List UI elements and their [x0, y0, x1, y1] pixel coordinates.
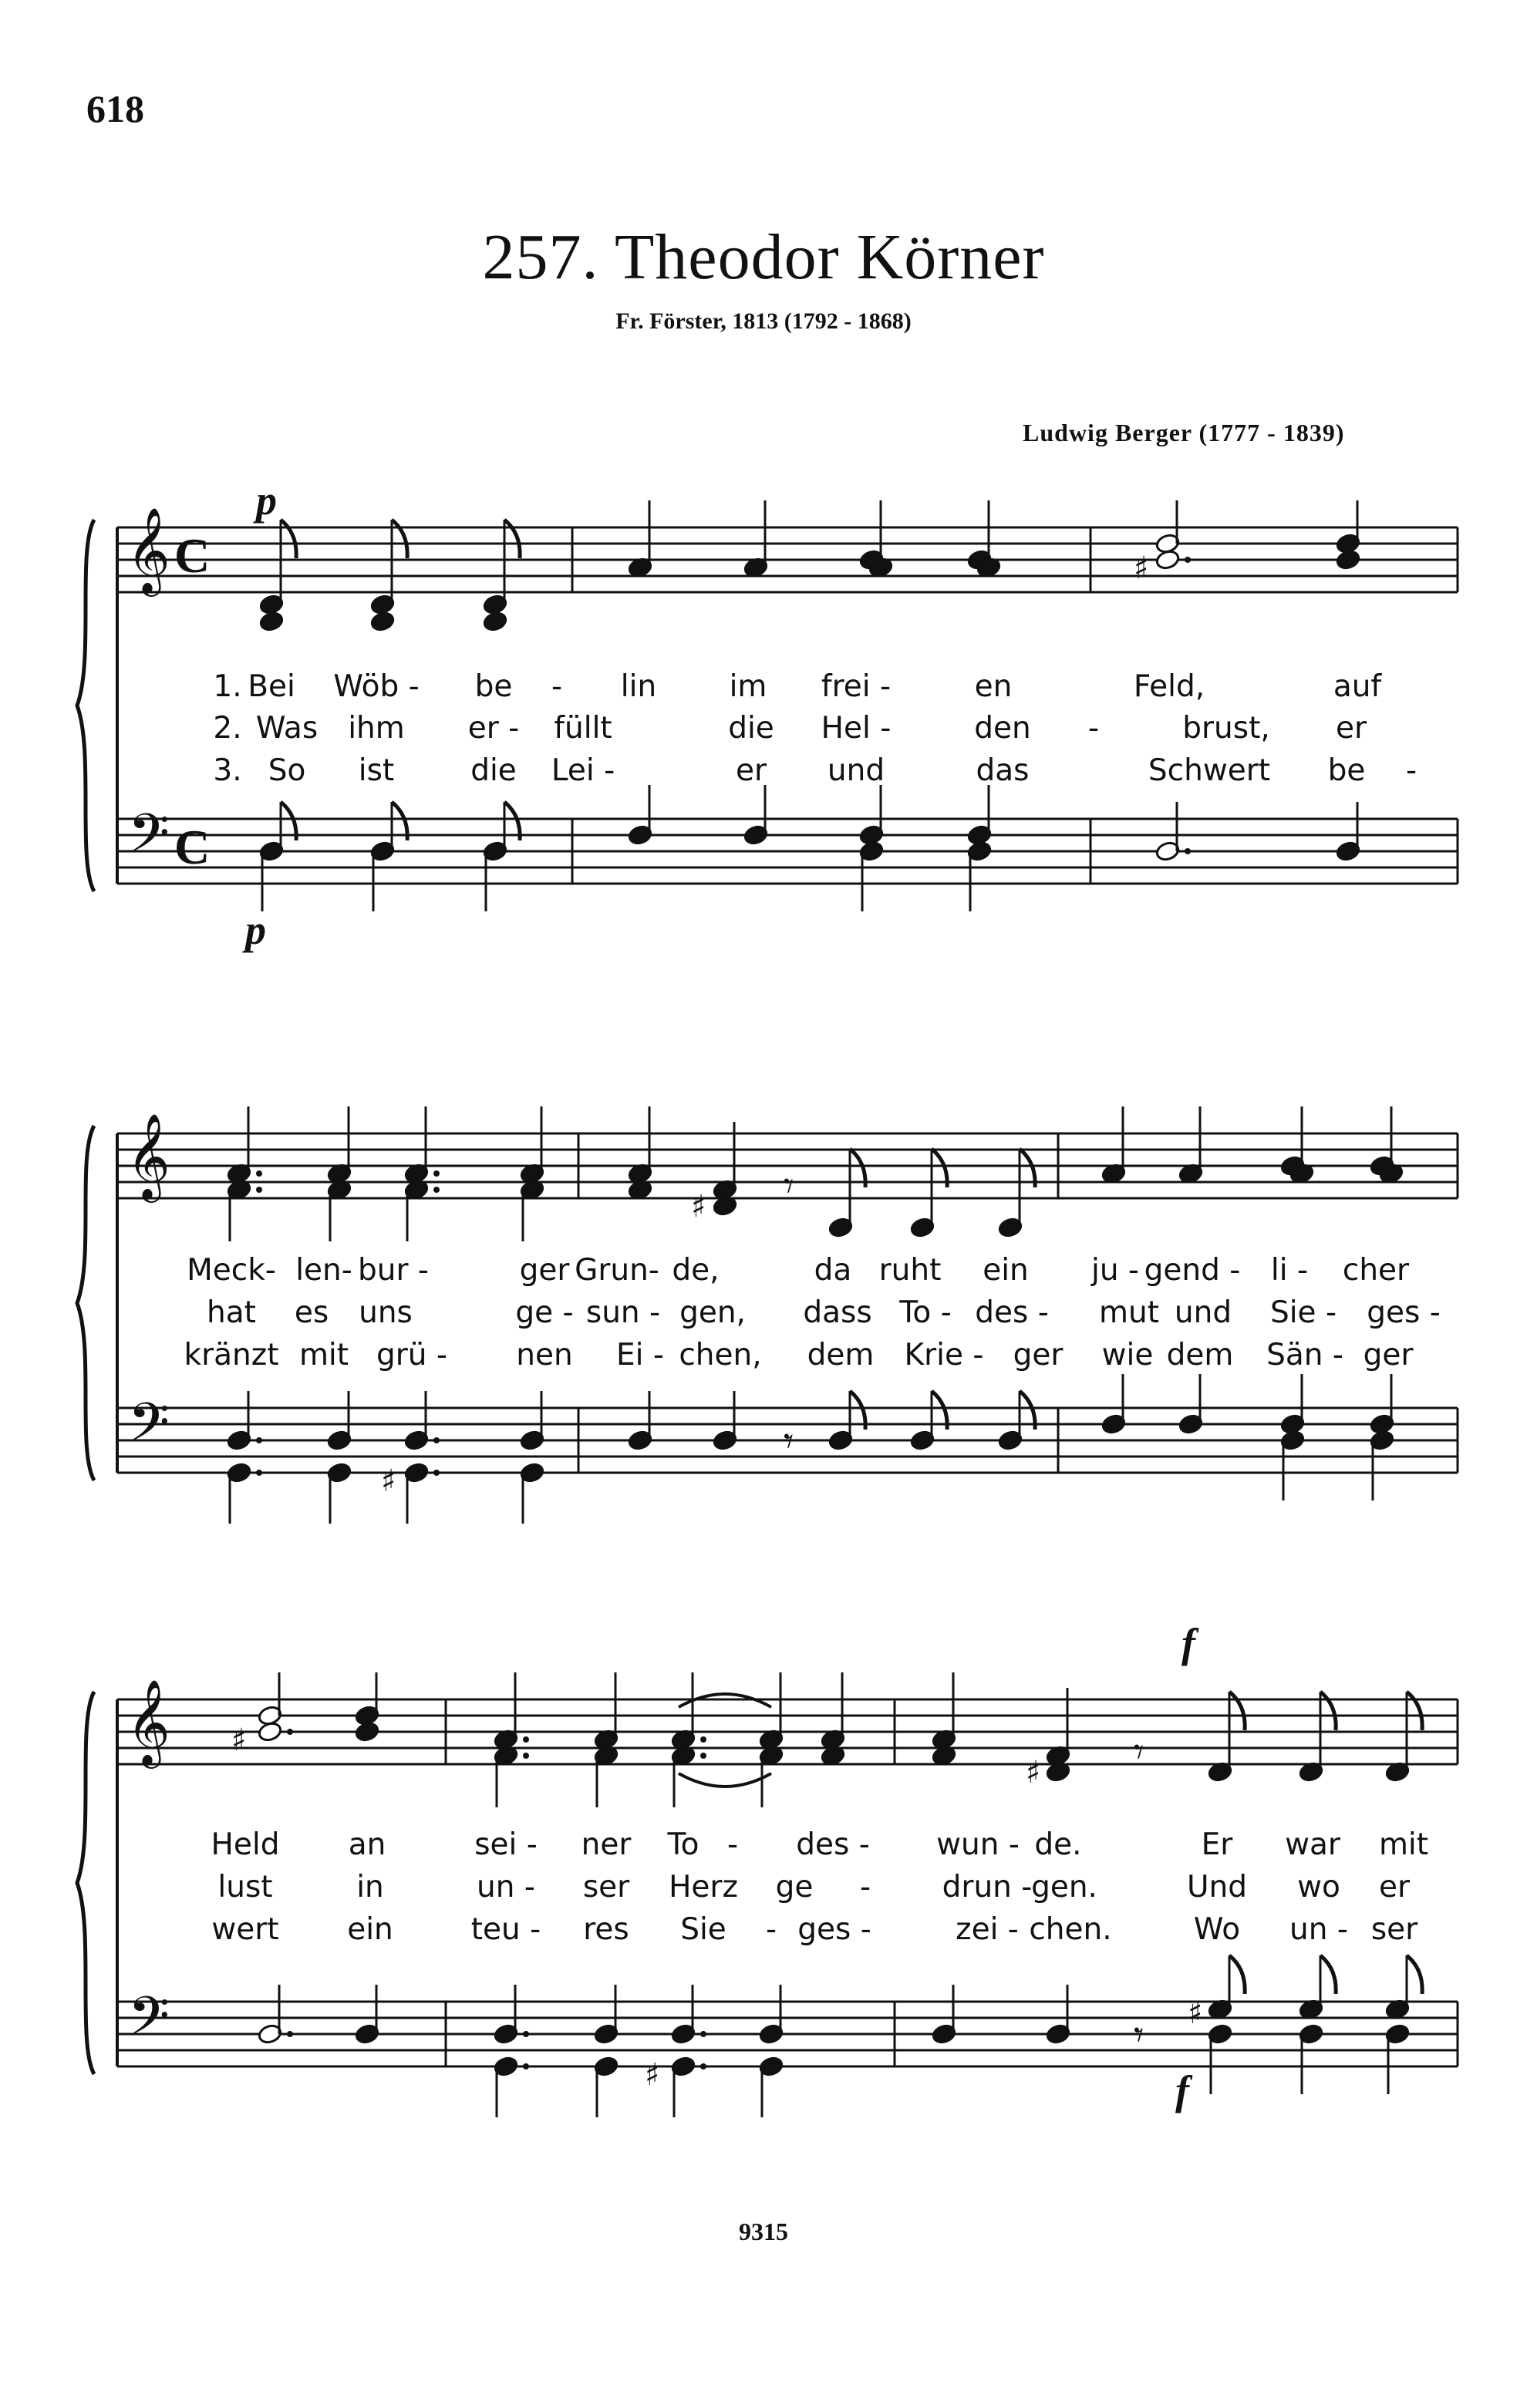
lyric-syllable: da: [814, 1253, 852, 1288]
lyric-syllable: en: [974, 669, 1013, 704]
lyric-syllable: Herz: [669, 1870, 738, 1905]
lyric-verse-line: [0, 1338, 1527, 1376]
dynamic-marking-piano: p: [245, 907, 266, 953]
lyric-syllable: brust,: [1182, 711, 1270, 746]
lyric-syllable: Wo: [1193, 1912, 1241, 1947]
augmentation-dot: [523, 2063, 529, 2070]
lyric-syllable: -: [1405, 753, 1417, 788]
lyric-verse-line: [0, 1295, 1527, 1334]
lyric-syllable: Was: [255, 711, 319, 746]
augmentation-dot: [256, 1470, 262, 1476]
note-flag: [504, 520, 520, 558]
lyric-syllable: ser: [582, 1870, 630, 1905]
lyric-syllable: dem: [807, 1338, 875, 1372]
lyric-syllable: dass: [803, 1295, 872, 1330]
lyric-syllable: sei -: [474, 1827, 538, 1862]
lyric-syllable: gen.: [1031, 1870, 1097, 1905]
note-head: [258, 611, 284, 632]
lyric-syllable: wert: [211, 1912, 279, 1947]
note-flag: [1320, 1955, 1336, 1994]
lyric-syllable: ges -: [1367, 1295, 1441, 1330]
lyric-syllable: die: [728, 711, 774, 746]
note-flag: [1229, 1955, 1245, 1994]
lyric-syllable: Ei -: [616, 1338, 664, 1372]
lyric-syllable: li -: [1270, 1253, 1309, 1288]
lyric-syllable: ist: [358, 753, 395, 788]
lyric-syllable: nen: [516, 1338, 573, 1372]
lyric-syllable: be: [474, 669, 513, 704]
lyric-verse-line: [0, 669, 1527, 708]
lyric-syllable: de,: [672, 1253, 720, 1288]
lyric-syllable: kränzt: [184, 1338, 279, 1372]
sharp-accidental: ♯: [1026, 1755, 1041, 1790]
eighth-rest: 𝄾: [784, 1164, 794, 1208]
note-head: [369, 611, 395, 632]
lyric-syllable: -: [859, 1870, 871, 1905]
lyric-syllable: Feld,: [1133, 669, 1205, 704]
lyric-syllable: gen,: [679, 1295, 746, 1330]
lyric-syllable: ge: [775, 1870, 814, 1905]
lyric-syllable: Sie: [680, 1912, 726, 1947]
plate-number: 9315: [739, 2218, 788, 2245]
eighth-rest: 𝄾: [1134, 1729, 1144, 1774]
lyric-syllable: füllt: [554, 711, 612, 746]
augmentation-dot: [256, 1187, 262, 1193]
lyric-syllable: 3.: [213, 753, 242, 788]
augmentation-dot: [256, 1437, 262, 1443]
lyric-syllable: chen.: [1029, 1912, 1112, 1947]
treble-clef: 𝄞: [126, 1679, 170, 1765]
lyric-syllable: ein: [983, 1253, 1029, 1288]
lyric-syllable: len-: [295, 1253, 352, 1288]
lyric-syllable: im: [729, 669, 767, 704]
lyric-syllable: lust: [217, 1870, 273, 1905]
lyric-syllable: teu -: [470, 1912, 541, 1947]
augmentation-dot: [523, 2031, 529, 2037]
lyric-syllable: wie: [1101, 1338, 1154, 1372]
bass-clef: 𝄢: [128, 1985, 170, 2060]
dynamic-marking-forte: f: [1181, 1620, 1195, 1666]
lyric-syllable: mit: [298, 1338, 349, 1372]
eighth-rest: 𝄾: [1134, 2012, 1144, 2057]
lyric-syllable: uns: [359, 1295, 413, 1330]
note-flag: [392, 520, 407, 558]
lyric-syllable: es: [294, 1295, 329, 1330]
lyric-syllable: Sie -: [1269, 1295, 1337, 1330]
dynamic-marking-forte: f: [1175, 2067, 1189, 2113]
lyric-verse-line: [0, 711, 1527, 749]
lyric-syllable: Wöb -: [333, 669, 420, 704]
lyric-syllable: das: [976, 753, 1030, 788]
lyric-syllable: mut: [1099, 1295, 1159, 1330]
dynamic-marking-piano: p: [256, 477, 277, 524]
lyric-syllable: ju -: [1090, 1253, 1140, 1288]
lyric-syllable: -: [1087, 711, 1100, 746]
lyric-syllable: -: [726, 1827, 739, 1862]
sharp-accidental: ♯: [1134, 551, 1149, 586]
lyric-syllable: res: [583, 1912, 629, 1947]
bass-clef: 𝄢: [128, 802, 170, 877]
lyric-syllable: ihm: [348, 711, 405, 746]
sharp-accidental: ♯: [645, 2057, 660, 2093]
lyric-syllable: chen,: [679, 1338, 762, 1372]
lyric-syllable: Schwert: [1148, 753, 1271, 788]
lyric-verse-line: [0, 753, 1527, 792]
augmentation-dot: [433, 1470, 440, 1476]
lyric-syllable: de.: [1034, 1827, 1082, 1862]
lyric-syllable: dem: [1166, 1338, 1234, 1372]
lyric-syllable: wo: [1297, 1870, 1340, 1905]
lyric-syllable: Held: [211, 1827, 280, 1862]
lyric-verse-line: [0, 1912, 1527, 1951]
sharp-accidental: ♯: [381, 1463, 396, 1499]
lyric-syllable: und: [1174, 1295, 1232, 1330]
tie-arc: [679, 1773, 771, 1787]
augmentation-dot: [700, 2063, 706, 2070]
note-head: [482, 611, 507, 632]
note-flag: [281, 520, 296, 558]
lyric-syllable: 2.: [213, 711, 242, 746]
lyric-syllable: un -: [477, 1870, 535, 1905]
augmentation-dot: [287, 2031, 293, 2037]
lyric-syllable: er: [1335, 711, 1367, 746]
lyric-syllable: Er: [1201, 1827, 1233, 1862]
lyric-verse-line: [0, 1870, 1527, 1908]
lyric-syllable: an: [348, 1827, 386, 1862]
note-flag: [1229, 1692, 1245, 1730]
lyric-syllable: grü -: [376, 1338, 447, 1372]
augmentation-dot: [433, 1437, 440, 1443]
lyric-syllable: ger: [1013, 1338, 1064, 1372]
treble-clef: 𝄞: [126, 1113, 170, 1199]
lyric-syllable: sun -: [585, 1295, 661, 1330]
lyric-syllable: To: [667, 1827, 699, 1862]
lyric-syllable: Lei -: [551, 753, 615, 788]
bass-clef: 𝄢: [128, 1391, 170, 1467]
augmentation-dot: [523, 1753, 529, 1759]
lyric-syllable: ser: [1370, 1912, 1418, 1947]
lyric-syllable: hat: [207, 1295, 256, 1330]
lyric-syllable: ge -: [515, 1295, 574, 1330]
augmentation-dot: [433, 1170, 440, 1177]
augmentation-dot: [523, 1736, 529, 1743]
sharp-accidental: ♯: [691, 1189, 706, 1224]
lyric-syllable: drun -: [942, 1870, 1033, 1905]
lyric-syllable: So: [268, 753, 306, 788]
lyric-syllable: den: [974, 711, 1031, 746]
lyric-syllable: ner: [581, 1827, 632, 1862]
song-title: 257. Theodor Körner: [482, 221, 1045, 293]
augmentation-dot: [433, 1187, 440, 1193]
augmentation-dot: [1185, 557, 1191, 563]
lyric-syllable: des -: [975, 1295, 1049, 1330]
lyric-syllable: er: [735, 753, 767, 788]
lyric-syllable: wun -: [936, 1827, 1020, 1862]
composer-credit: Ludwig Berger (1777 - 1839): [1023, 419, 1345, 446]
lyric-syllable: Krie -: [904, 1338, 984, 1372]
lyric-syllable: To -: [899, 1295, 952, 1330]
sharp-accidental: ♯: [231, 1723, 247, 1758]
lyric-syllable: die: [470, 753, 517, 788]
lyric-syllable: Meck-: [187, 1253, 276, 1288]
note-flag: [1407, 1692, 1422, 1730]
note-flag: [1407, 1955, 1422, 1994]
lyric-syllable: er: [1378, 1870, 1411, 1905]
lyric-syllable: ges -: [797, 1912, 871, 1947]
augmentation-dot: [256, 1170, 262, 1177]
augmentation-dot: [287, 1729, 293, 1735]
lyric-syllable: Grun-: [575, 1253, 659, 1288]
lyric-syllable: frei -: [821, 669, 892, 704]
lyric-syllable: lin: [620, 669, 657, 704]
time-signature: C: [174, 528, 211, 583]
lyric-syllable: cher: [1342, 1253, 1410, 1288]
lyric-syllable: un -: [1289, 1912, 1348, 1947]
lyric-syllable: mit: [1378, 1827, 1429, 1862]
time-signature: C: [174, 820, 211, 874]
lyric-syllable: auf: [1333, 669, 1382, 704]
lyric-syllable: Sän -: [1266, 1338, 1343, 1372]
augmentation-dot: [700, 1736, 706, 1743]
sharp-accidental: ♯: [1188, 1995, 1203, 2031]
lyricist-credit: Fr. Förster, 1813 (1792 - 1868): [615, 308, 912, 334]
lyric-syllable: zei -: [956, 1912, 1019, 1947]
lyric-syllable: ger: [1363, 1338, 1414, 1372]
lyric-syllable: bur -: [358, 1253, 429, 1288]
lyric-verse-line: [0, 1253, 1527, 1292]
lyric-verse-line: [0, 1827, 1527, 1866]
augmentation-dot: [700, 2031, 706, 2037]
lyric-syllable: Bei: [248, 669, 295, 704]
lyric-syllable: 1.: [213, 669, 242, 704]
lyric-syllable: ruht: [878, 1253, 942, 1288]
treble-clef: 𝄞: [126, 507, 170, 593]
page-number: 618: [86, 87, 144, 130]
lyric-syllable: Und: [1186, 1870, 1248, 1905]
eighth-rest: 𝄾: [784, 1419, 794, 1463]
augmentation-dot: [1185, 848, 1191, 854]
lyric-syllable: gend -: [1144, 1253, 1241, 1288]
lyric-syllable: und: [827, 753, 885, 788]
lyric-syllable: ger: [519, 1253, 570, 1288]
lyric-syllable: er -: [467, 711, 520, 746]
lyric-syllable: Hel -: [821, 711, 892, 746]
lyric-syllable: -: [765, 1912, 777, 1947]
lyric-syllable: be: [1327, 753, 1366, 788]
lyric-syllable: ein: [347, 1912, 393, 1947]
lyric-syllable: des -: [796, 1827, 870, 1862]
lyric-syllable: -: [551, 669, 563, 704]
lyric-syllable: in: [356, 1870, 384, 1905]
lyric-syllable: war: [1285, 1827, 1340, 1862]
note-flag: [1320, 1692, 1336, 1730]
augmentation-dot: [700, 1753, 706, 1759]
